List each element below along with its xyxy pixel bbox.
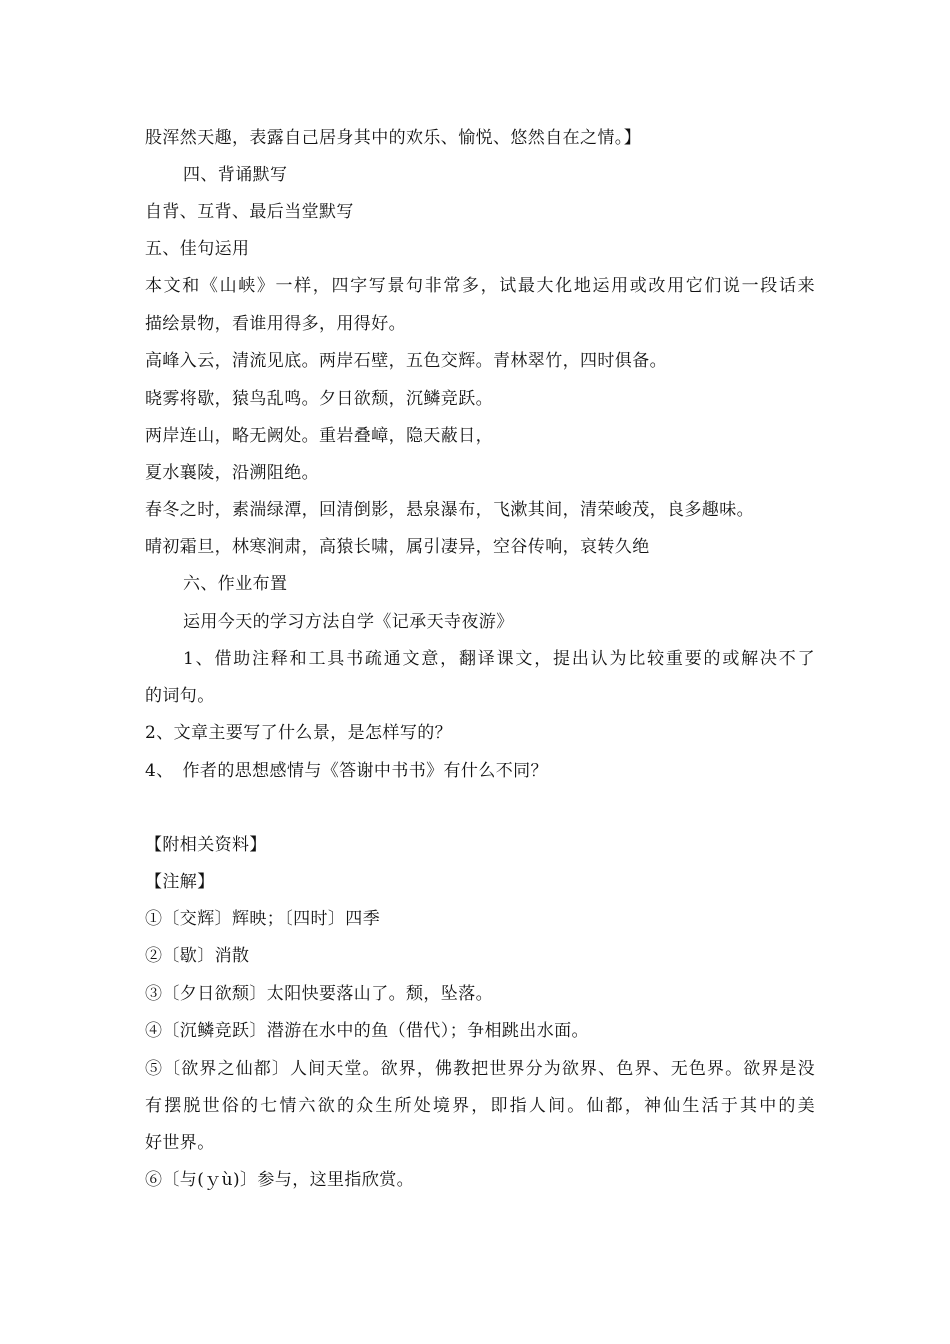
paragraph-line: 晴初霜旦，林寒涧肃，高猿长啸，属引凄异，空谷传响，哀转久绝	[145, 537, 650, 557]
paragraph-line: 两岸连山，略无阙处。重岩叠嶂，隐天蔽日，	[145, 426, 493, 446]
note-line: ③〔夕日欲颓〕太阳快要落山了。颓，坠落。	[145, 984, 493, 1004]
paragraph-line: 晓雾将歇，猿鸟乱鸣。夕日欲颓，沉鳞竞跃。	[145, 389, 493, 409]
note-line: 有摆脱世俗的七情六欲的众生所处境界，即指人间。仙都，神仙生活于其中的美	[145, 1096, 815, 1116]
paragraph-line: 本文和《山峡》一样，四字写景句非常多，试最大化地运用或改用它们说一段话来	[145, 276, 815, 296]
note-line: ②〔歇〕消散	[145, 946, 250, 966]
note-line: ①〔交辉〕辉映；〔四时〕四季	[145, 909, 381, 929]
paragraph-line: 春冬之时，素湍绿潭，回清倒影，悬泉瀑布，飞漱其间，清荣峻茂，良多趣味。	[145, 500, 754, 520]
note-line: 好世界。	[145, 1133, 215, 1153]
section-heading: 四、背诵默写	[183, 165, 288, 185]
section-heading: 五、佳句运用	[145, 239, 250, 259]
paragraph-line: 描绘景物，看谁用得多，用得好。	[145, 314, 406, 334]
paragraph-line: 的词句。	[145, 686, 215, 706]
paragraph-line: 自背、互背、最后当堂默写	[145, 202, 354, 222]
paragraph-line: 4、 作者的思想感情与《答谢中书书》有什么不同？	[145, 761, 548, 781]
paragraph-line: 2、文章主要写了什么景，是怎样写的？	[145, 723, 453, 743]
paragraph-line: 运用今天的学习方法自学《记承天寺夜游》	[183, 612, 514, 632]
paragraph-line: 1、借助注释和工具书疏通文意，翻译课文，提出认为比较重要的或解决不了	[183, 649, 815, 669]
paragraph-line: 夏水襄陵，沿溯阻绝。	[145, 463, 319, 483]
section-heading: 【注解】	[145, 872, 215, 892]
note-line: ④〔沉鳞竞跃〕潜游在水中的鱼（借代）；争相跳出水面。	[145, 1021, 589, 1041]
paragraph-line: 高峰入云，清流见底。两岸石壁，五色交辉。青林翠竹，四时俱备。	[145, 351, 667, 371]
paragraph-line: 股浑然天趣，表露自己居身其中的欢乐、愉悦、悠然自在之情。】	[145, 128, 642, 148]
section-heading: 六、作业布置	[183, 574, 288, 594]
note-line: ⑤〔欲界之仙都〕人间天堂。欲界，佛教把世界分为欲界、色界、无色界。欲界是没	[145, 1059, 815, 1079]
note-line: ⑥〔与(ｙù)〕参与，这里指欣赏。	[145, 1170, 415, 1190]
section-heading: 【附相关资料】	[145, 835, 267, 855]
